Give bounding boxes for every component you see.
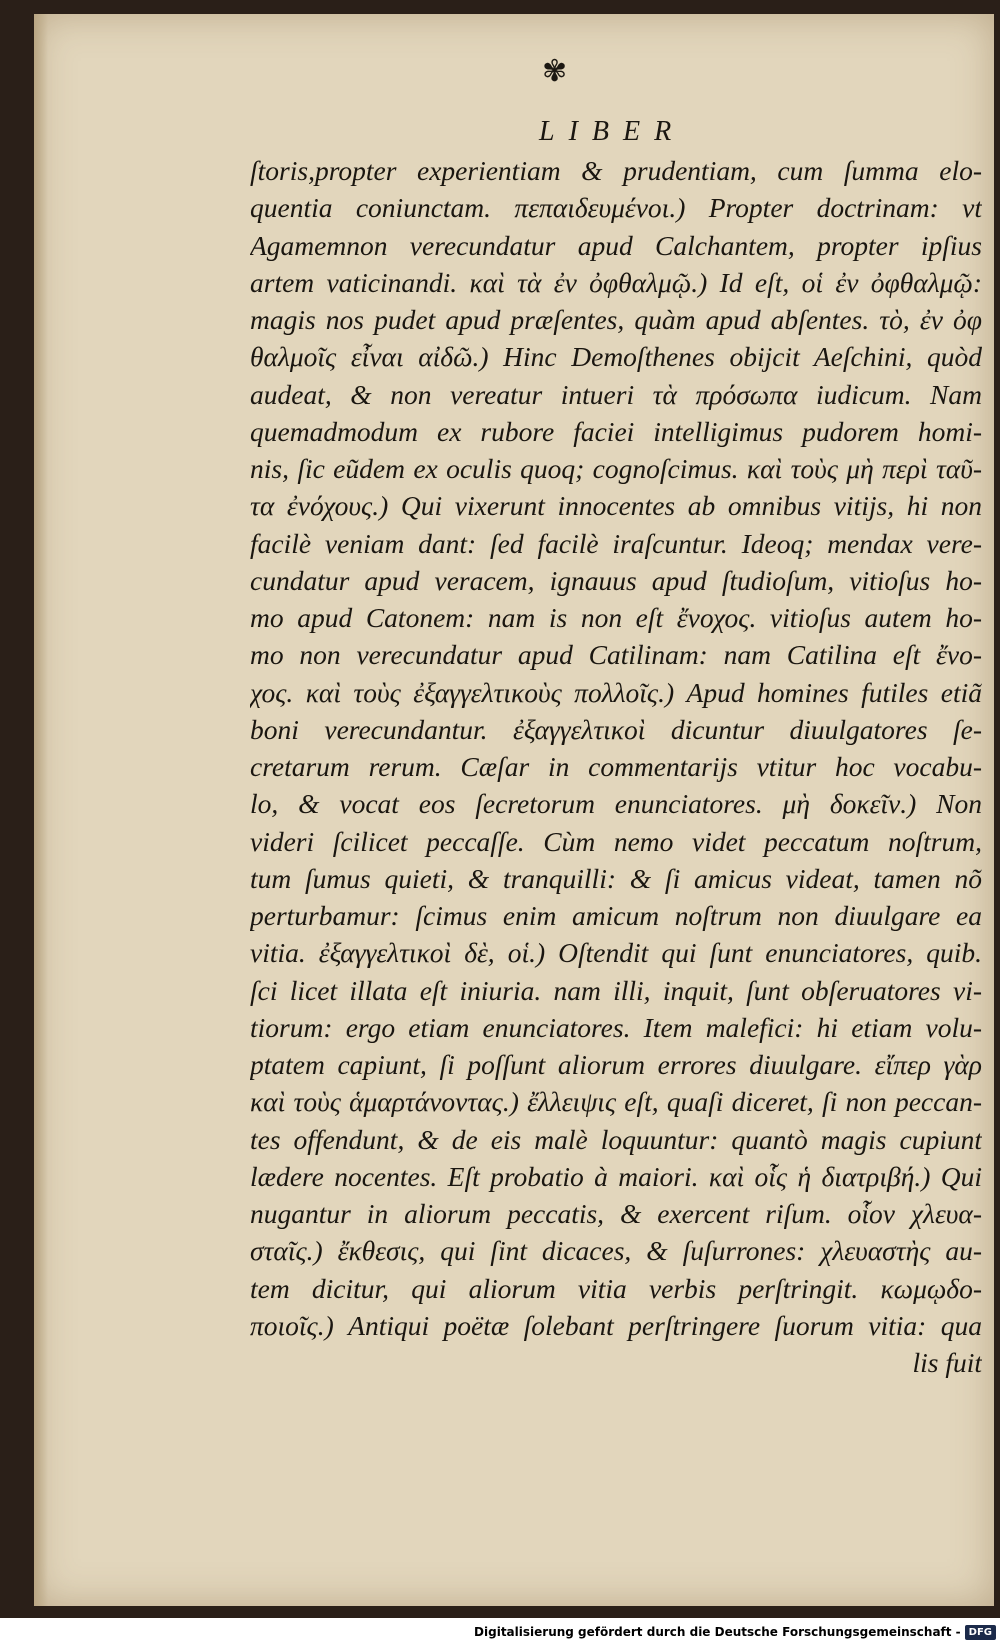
text-line: nis, ſic eũdem ex oculis quoq; cognoſcimus. καὶ τοὺς μὴ περὶ ταῦ-: [250, 453, 982, 484]
text-line: θαλμοῖς εἶναι αἰδῶ.) Hinc Demoſthenes obijcit Aeſchini, quòd: [250, 341, 982, 373]
text-line: magis nos pudet apud præſentes, quàm apud abſentes. τὸ, ἐν ὀφ: [250, 304, 982, 335]
text-line: τα ἐνόχους.) Qui vixerunt innocentes ab omnibus vitijs, hi non: [250, 490, 982, 522]
text-line: vitia. ἐξαγγελτικοὶ δὲ, οἱ.) Oſtendit qui ſunt enunciatores, quib.: [250, 937, 982, 969]
text-line: mo non verecundatur apud Catilinam: nam Catilina eſt ἔνο-: [250, 639, 982, 671]
text-line: ſtoris,propter experientiam & prudentiam, cum ſumma elo-: [250, 155, 982, 186]
text-line: tem dicitur, qui aliorum vitia verbis perſtringit. κωμῳδο-: [250, 1272, 982, 1304]
running-head: LIBER: [539, 116, 686, 147]
text-line: ποιοῖς.) Antiqui poëtæ ſolebant perſtringere ſuorum vitia: qua: [250, 1309, 982, 1341]
text-line: χος. καὶ τοὺς ἐξαγγελτικοὺς πολλοῖς.) Apud homines futiles etiã: [250, 676, 982, 708]
text-line: boni verecundantur. ἐξαγγελτικοὶ dicuntur diuulgatores ſe-: [250, 713, 982, 745]
footer-text: Digitalisierung gefördert durch die Deutsche Forschungsgemeinschaft -: [474, 1625, 961, 1639]
text-line: artem vaticinandi. καὶ τὰ ἐν ὀφθαλμῷ.) Id eſt, οἱ ἐν ὀφθαλμῷ:: [250, 266, 982, 298]
text-line: σταῖς.) ἔκθεσις, qui ſint dicaces, & ſuſurrones: χλευαστὴς au-: [250, 1235, 982, 1267]
text-line: facilè veniam dant: ſed facilè iraſcuntur. Ideoq; mendax vere-: [250, 527, 982, 559]
text-line: καὶ τοὺς ἁμαρτάνοντας.) ἔλλειψις eſt, quaſi diceret, ſi non peccan-: [250, 1086, 982, 1118]
text-line: tum ſumus quieti, & tranquilli: & ſi amicus videat, tamen nõ: [250, 862, 982, 894]
dfg-logo: DFG: [965, 1625, 996, 1640]
text-line: audeat, & non vereatur intueri τὰ πρόσωπα iudicum. Nam: [250, 378, 982, 410]
text-line: quentia coniunctam. πεπαιδευμένοι.) Propter doctrinam: vt: [250, 192, 982, 224]
text-body: [250, 152, 982, 1381]
text-line: nugantur in aliorum peccatis, & exercent riſum. οἷον χλευα-: [250, 1198, 982, 1229]
ornament-icon: ✾: [542, 54, 568, 89]
text-line: tiorum: ergo etiam enunciatores. Item malefici: hi etiam volu-: [250, 1011, 982, 1043]
text-line: mo apud Catonem: nam is non eſt ἔνοχος. vitioſus autem ho-: [250, 602, 982, 633]
text-line: perturbamur: ſcimus enim amicum noſtrum non diuulgare ea: [250, 900, 982, 931]
text-line: quemadmodum ex rubore faciei intelligimus pudorem homi-: [250, 415, 982, 447]
catchword: lis fuit: [912, 1347, 982, 1378]
text-line: videri ſcilicet peccaſſe. Cùm nemo videt peccatum noſtrum,: [250, 825, 982, 857]
digitization-footer: [474, 1621, 1000, 1643]
text-line: lo, & vocat eos ſecretorum enunciatores. μὴ δοκεῖν.) Non: [250, 788, 982, 820]
book-page: [34, 14, 994, 1606]
text-line: ptatem capiunt, ſi poſſunt aliorum errores diuulgare. εἴπερ γὰρ: [250, 1049, 982, 1080]
text-line: cretarum rerum. Cæſar in commentarijs vtitur hoc vocabu-: [250, 751, 982, 782]
text-line: lædere nocentes. Eſt probatio à maiori. καὶ οἷς ἡ διατριβή.) Qui: [250, 1160, 982, 1192]
text-line: tes offendunt, & de eis malè loquuntur: quantò magis cupiunt: [250, 1123, 982, 1155]
text-line: ſci licet illata eſt iniuria. nam illi, inquit, ſunt obſeruatores vi-: [250, 974, 982, 1006]
text-line: cundatur apud veracem, ignauus apud ſtudioſum, vitioſus ho-: [250, 564, 982, 596]
text-line: Agamemnon verecundatur apud Calchantem, propter ipſius: [250, 229, 982, 261]
